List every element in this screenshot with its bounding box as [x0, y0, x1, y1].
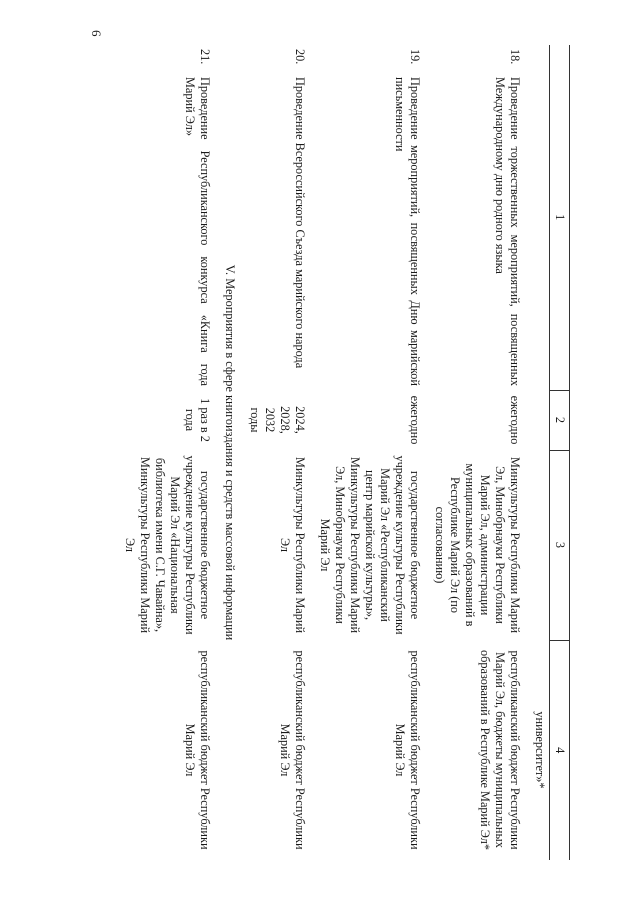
table-row-18 [424, 45, 524, 860]
activity-term: 2024, 2028, 2032 годы [248, 406, 307, 434]
funding-source: республиканский бюджет Республики Марий Эл [278, 650, 307, 850]
row-number: 18. [508, 49, 522, 65]
column-header-1: 1 [550, 45, 570, 390]
activity-name: Проведение торжественных мероприятий, посвященных Международному дню родного языка [493, 77, 522, 386]
activity-name: Проведение мероприятий, посвященных Дню марийской письменности [393, 77, 422, 386]
column-header-4: 4 [550, 640, 570, 860]
column-header-row [550, 45, 570, 860]
funding-source: республиканский бюджет Республики Марий Эл [183, 650, 212, 850]
activity-term: ежегодно [408, 395, 422, 445]
activity-term: ежегодно [508, 395, 522, 445]
column-header-3: 3 [550, 450, 570, 640]
continuation-text: университет»* [533, 711, 547, 789]
document-table-rotated [60, 45, 570, 860]
funding-source: республиканский бюджет Республики Марий Эл, бюджеты муниципальных образований в Республике Марий Эл* [478, 649, 522, 851]
activities-table [114, 45, 570, 860]
activity-executors: государственное бюджетное учреждение культуры Республики Марий Эл «Республиканский центр марийской культуры», Минкультуры Республики Марий Эл, Минобрнауки Республики Марий Эл [318, 455, 422, 635]
activity-name: Проведение Всероссийского Съезда марийского народа [293, 77, 307, 369]
column-header-2: 2 [550, 390, 570, 450]
row-number: 21. [198, 49, 212, 65]
continuation-row [524, 45, 550, 860]
funding-source: республиканский бюджет Республики Марий Эл [393, 650, 422, 850]
page-number: 6 [89, 30, 104, 37]
section-title: V. Мероприятия в сфере книгоиздания и средств массовой информации [223, 264, 237, 641]
activity-executors: государственное бюджетное учреждение культуры Республики Марий Эл «Национальная библиотека имени С.Г. Чавайна», Минкультуры Республики Марий Эл [123, 455, 212, 635]
table-row-19 [309, 45, 424, 860]
row-number: 19. [408, 49, 422, 65]
row-number: 20. [293, 49, 307, 65]
table-row-21 [114, 45, 214, 860]
activity-term: 1 раз в 2 года [183, 398, 212, 442]
table-row-20 [239, 45, 309, 860]
activity-executors: Минкультуры Республики Марий Эл, Минобрнауки Республики Марий Эл, администрации муниципальных образований в Республике Марий Эл (по согласованию) [433, 456, 522, 634]
activity-executors: Минкультуры Республики Марий Эл [278, 456, 307, 634]
section-title-row [214, 45, 239, 860]
activity-name: Проведение Республиканского конкурса «Книга года Марий Эл» [183, 77, 212, 386]
